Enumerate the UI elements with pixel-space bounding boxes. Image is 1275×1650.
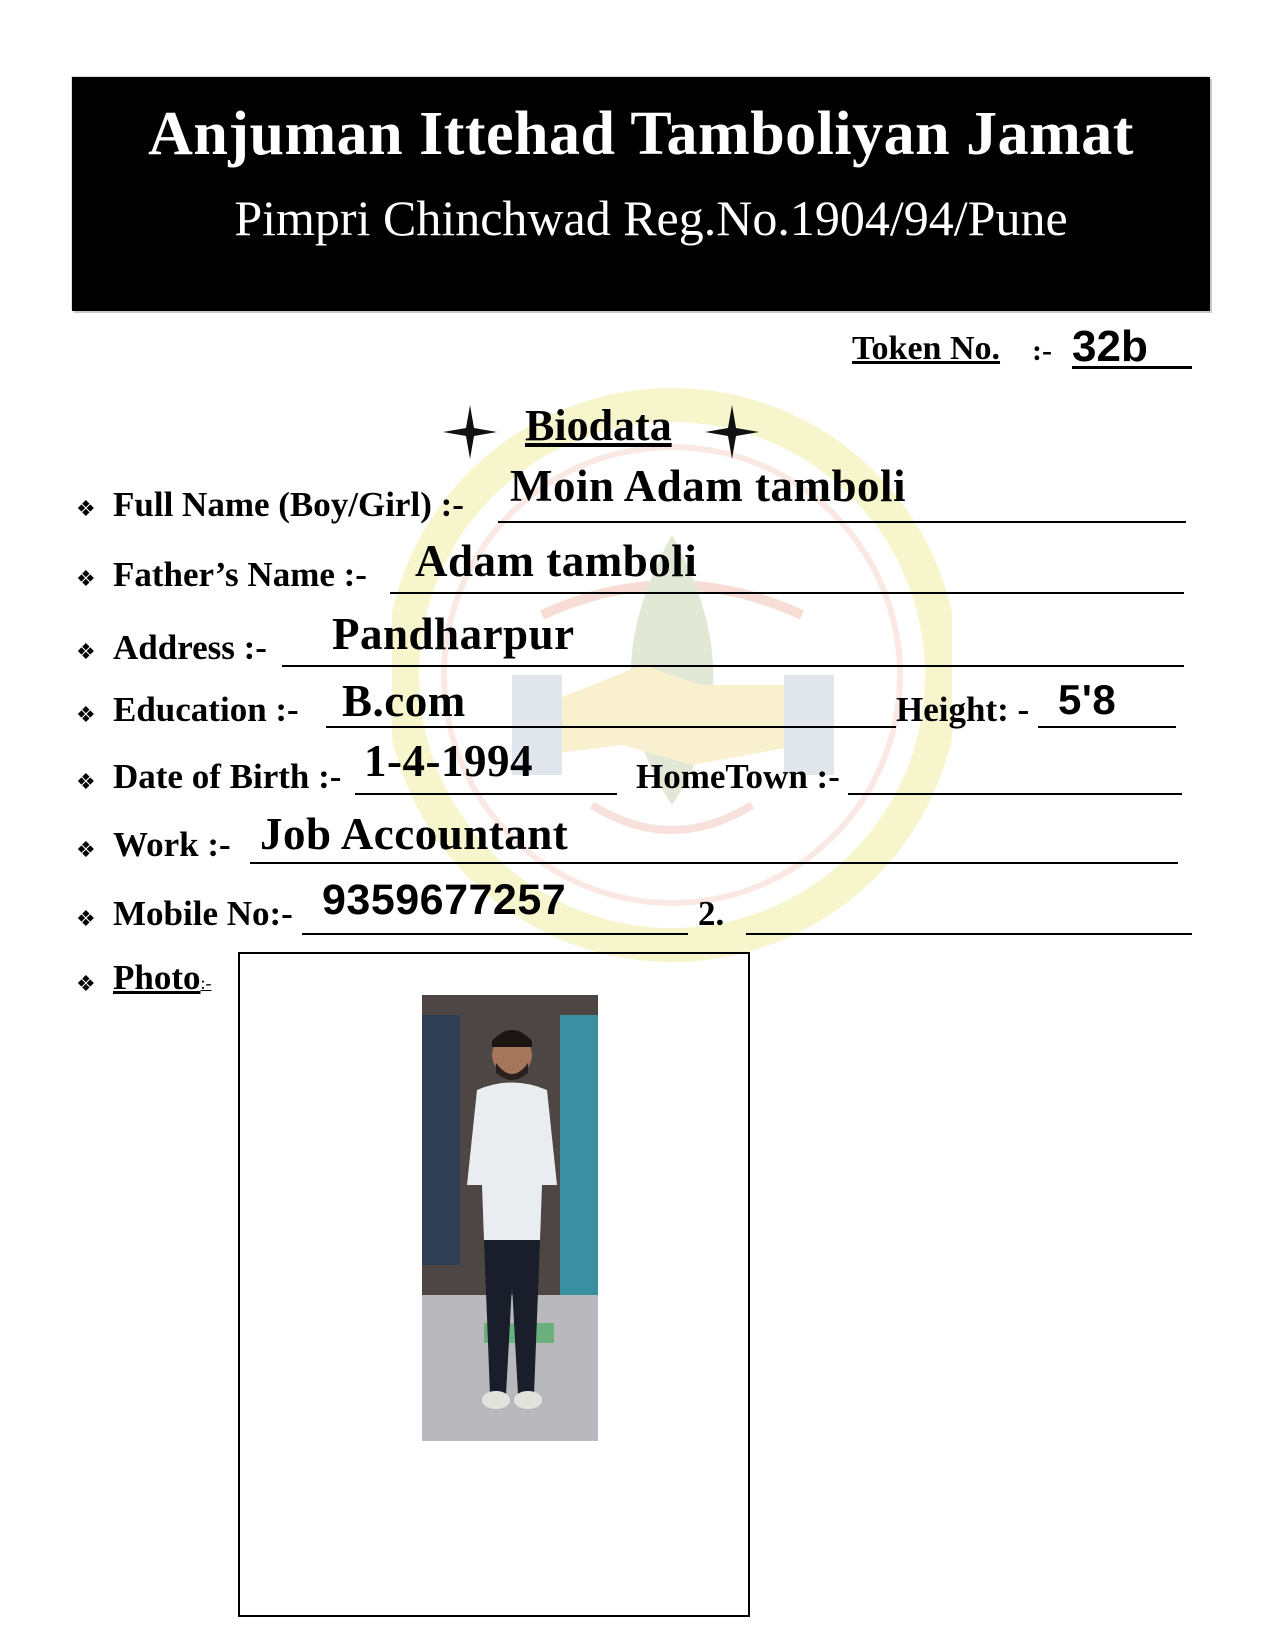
token-underline bbox=[1072, 366, 1192, 369]
photo-label bbox=[113, 958, 212, 998]
father-name-value: Adam tamboli bbox=[415, 536, 698, 586]
diamond-bullet-icon: ❖ bbox=[76, 497, 96, 522]
diamond-bullet-icon: ❖ bbox=[76, 770, 96, 795]
address-value: Pandharpur bbox=[332, 609, 575, 659]
mobile-value: 9359677257 bbox=[322, 876, 567, 924]
mobile2-label: 2. bbox=[698, 894, 725, 933]
full-name-value: Moin Adam tamboli bbox=[510, 461, 907, 511]
full-name-label: Full Name (Boy/Girl) :- bbox=[113, 485, 464, 524]
education-label: Education :- bbox=[113, 690, 299, 729]
mobile2-line bbox=[746, 933, 1192, 935]
diamond-bullet-icon: ❖ bbox=[76, 907, 96, 932]
hometown-label: HomeTown :- bbox=[636, 757, 840, 796]
four-point-star-icon bbox=[705, 405, 759, 459]
hometown-line bbox=[848, 793, 1182, 795]
work-label: Work :- bbox=[113, 825, 231, 864]
height-line bbox=[1038, 726, 1176, 728]
organization-subtitle: Pimpri Chinchwad Reg.No.1904/94/Pune bbox=[234, 190, 1068, 246]
father-name-line bbox=[390, 592, 1184, 594]
biodata-heading: Biodata bbox=[525, 401, 672, 450]
organization-name: Anjuman Ittehad Tamboliyan Jamat bbox=[148, 100, 1134, 168]
work-line bbox=[250, 862, 1178, 864]
address-line bbox=[282, 665, 1184, 667]
diamond-bullet-icon: ❖ bbox=[76, 838, 96, 863]
token-value: 32b bbox=[1072, 322, 1148, 371]
four-point-star-icon bbox=[443, 405, 497, 459]
height-value: 5'8 bbox=[1058, 676, 1117, 723]
education-value: B.com bbox=[342, 676, 466, 726]
height-label: Height: - bbox=[896, 690, 1030, 729]
candidate-photo bbox=[422, 995, 598, 1441]
diamond-bullet-icon: ❖ bbox=[76, 703, 96, 728]
dob-label: Date of Birth :- bbox=[113, 757, 342, 796]
photo-label-text: Photo bbox=[113, 958, 201, 997]
mobile-label: Mobile No:- bbox=[113, 894, 293, 933]
address-label: Address :- bbox=[113, 628, 267, 667]
photo-label-suffix: :- bbox=[200, 973, 212, 993]
diamond-bullet-icon: ❖ bbox=[76, 640, 96, 665]
father-name-label: Father’s Name :- bbox=[113, 555, 367, 594]
token-label: Token No. bbox=[852, 330, 1001, 367]
diamond-bullet-icon: ❖ bbox=[76, 972, 96, 997]
header-banner bbox=[72, 77, 1210, 311]
dob-value: 1-4-1994 bbox=[364, 736, 533, 786]
full-name-line bbox=[498, 521, 1186, 523]
token-separator: :- bbox=[1032, 334, 1052, 367]
dob-line bbox=[355, 793, 617, 795]
diamond-bullet-icon: ❖ bbox=[76, 567, 96, 592]
work-value: Job Accountant bbox=[260, 809, 569, 859]
mobile-line bbox=[302, 933, 688, 935]
